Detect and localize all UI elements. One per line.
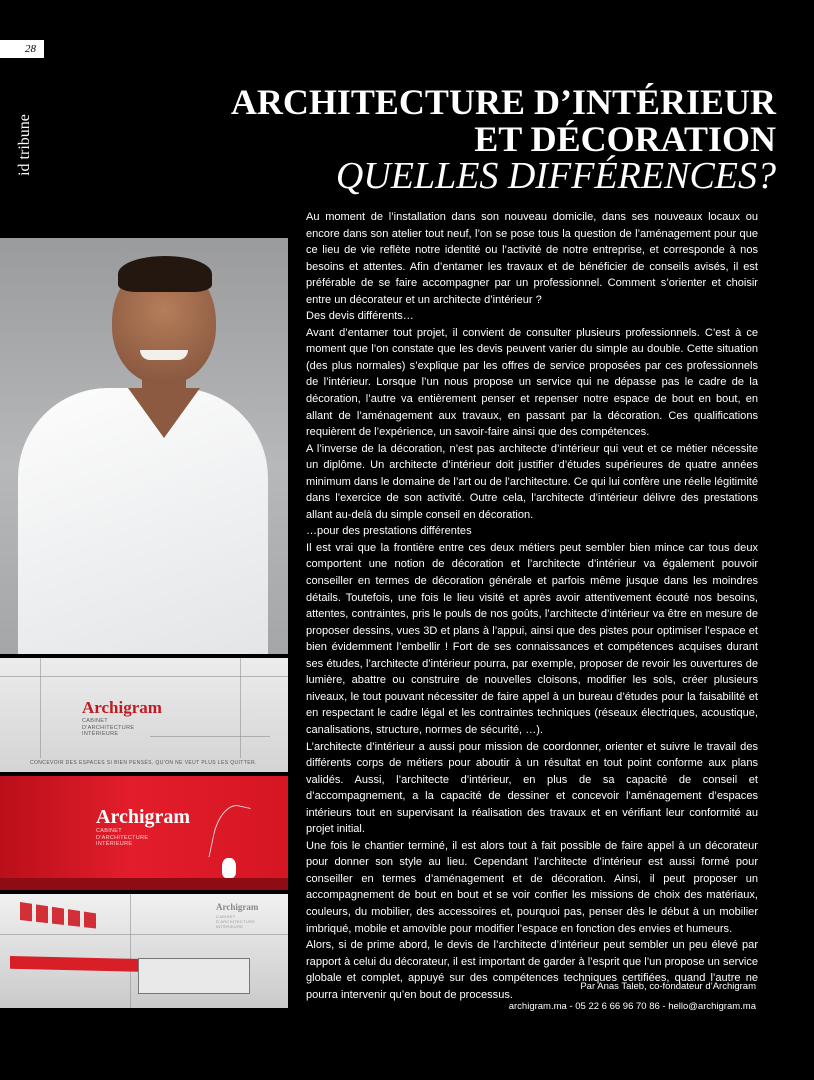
logo-subtitle: CABINET D'ARCHITECTURE INTÉRIEURE [82, 718, 135, 737]
subheading-prestations: …pour des prestations différentes [306, 525, 472, 538]
logo-subtitle: CABINET D'ARCHITECTURE INTÉRIEURE [216, 914, 256, 929]
title-line-1: ARCHITECTURE D’INTÉRIEUR [230, 82, 776, 122]
page-number: 28 [0, 40, 44, 58]
contact-line: archigram.ma - 05 22 6 66 96 70 86 - hello@archigram.ma [508, 1001, 756, 1012]
banner-tagline: CONCEVOIR DES ESPACES SI BIEN PENSÉS, QU'ON NE VEUT PLUS LES QUITTER. [30, 760, 257, 766]
title-subtitle: QUELLES DIFFÉRENCES? [335, 155, 776, 197]
archigram-logo: Archigram [82, 698, 162, 717]
paragraph: A l’inverse de la décoration, n’est pas architecte d’intérieur qui veut et ce métier nécessite un diplôme. Un architecte d’intérieur doit justifier d’études supérieures de quatre années minimum dans le domaine de l’art ou de l’architecture. Ce qui lui confère une réelle légitimité dans l’exercice de son activité. Outre cela, l’architecte d’intérieur délivre des prestations allant au-delà du simple conseil en décoration. [306, 442, 758, 521]
author-signature [509, 977, 756, 1017]
archigram-banner-sketch [0, 894, 288, 1008]
section-label: id tribune [16, 114, 33, 176]
archigram-banner-red [0, 776, 288, 890]
archigram-logo: Archigram [96, 806, 191, 828]
portrait-photo [0, 238, 288, 654]
author-line: Par Anas Taleb, co-fondateur d’Archigram [580, 981, 756, 992]
archigram-banner-kitchen [0, 658, 288, 772]
paragraph: Une fois le chantier terminé, il est alors tout à fait possible de faire appel à un décorateur pour donner son style au lieu. Cependant l’architecte d’intérieur est aussi formé pour conseiller en termes d’aménagement et de décoration. Ainsi, il peut proposer un accompagnement de bout en bout et se voir confier les missions de choix des matériaux, couleurs, du mobilier, des accessoires et, pourquoi pas, penser dès le début à un mobilier imbriqué, mobile et amovible pour modifier l’espace en fonction des envies et humeurs. [306, 839, 758, 935]
title-line-2: ET DÉCORATION [474, 119, 776, 159]
paragraph: Avant d’entamer tout projet, il convient de consulter plusieurs professionnels. C’est à ce moment que l’on constate que les devis peuvent varier du simple au double. Cette situation (des plus normales) s’explique par les offres de service proposées par ces professionnels de l’intérieur. Lorsque l’un nous propose un service qui ne dépasse pas le cadre de la décoration, l’autre va entièrement penser et repenser notre espace de bout en bout, en allant de l’aménagement aux travaux, en passant par la décoration. Ces qualifications requièrent de l’expérience, un savoir-faire ainsi que des compétences. [306, 326, 758, 439]
paragraph-intro: Au moment de l’installation dans son nouveau domicile, dans ses nouveaux locaux ou encore dans son atelier tout neuf, l’on se pose tous la question de l’aménagement pour que ce lieu de vie reflète notre identité ou l’activité de notre entreprise, et corresponde à nos besoins et attentes. Afin d’entamer les travaux et de bénéficier de conseils avisés, il est préférable de se faire accompagner par un professionnel. Comment s’orienter et choisir entre un décorateur et un architecte d’intérieur ? [306, 211, 758, 306]
subheading-devis: Des devis différents… [306, 310, 414, 323]
article-body [306, 209, 758, 1003]
archigram-logo: Archigram [216, 902, 259, 912]
paragraph: L’architecte d’intérieur a aussi pour mission de coordonner, orienter et suivre le travail des différents corps de métiers pour aboutir à un résultat en tout point conforme aux plans validés. Aussi, l’architecte d’intérieur, en plus de sa capacité de conseil et d’accompagnement, a la capacité de dessiner et concevoir l’aménagement d’espaces intérieurs tout en supervisant la réalisation des travaux et en vérifiant leur conformité au projet initial. [306, 740, 758, 836]
article-title [231, 84, 776, 195]
paragraph: Il est vrai que la frontière entre ces deux métiers peut sembler bien mince car tous deux comportent une notion de décoration et l’architecte d’intérieur va également pouvoir conseiller en termes de décoration générale et parfois même jusque dans les moindres détails. Toutefois, une fois le lieu visité et après avoir attentivement écouté nos besoins, attentes, contraintes, pris le pouls de nos goûts, l’architecte d’intérieur va être en mesure de proposer dessins, vues 3D et plans à l’appui, ainsi que des pistes pour optimiser l’espace et bien évidemment l’embellir ! Fort de ses connaissances et compétences acquises durant ses études, l’architecte d’intérieur pourra, par exemple, proposer de revoir les ouvertures de lumière, abattre ou construire de nouvelles cloisons, modifier les sols, créer plusieurs niveaux, le tout pouvant nécessiter de faire appel à un bureau d’études pour la faisabilité et en respectant le cadre légal et les contraintes techniques (réseaux électriques, acoustique, canalisations, structure, normes de sécurité, …). [306, 541, 758, 736]
paragraph-conclusion: Alors, si de prime abord, le devis de l’architecte d’intérieur peut sembler un peu élevé par rapport à celui du décorateur, il est important de garder à l’esprit que l’un propose un service globale et complet, appuyé sur des compétences techniques certifiées, quand l’autre ne pourra intervenir qu’en bout de processus. [306, 939, 758, 1001]
logo-subtitle: CABINET D'ARCHITECTURE INTÉRIEURE [96, 828, 149, 847]
